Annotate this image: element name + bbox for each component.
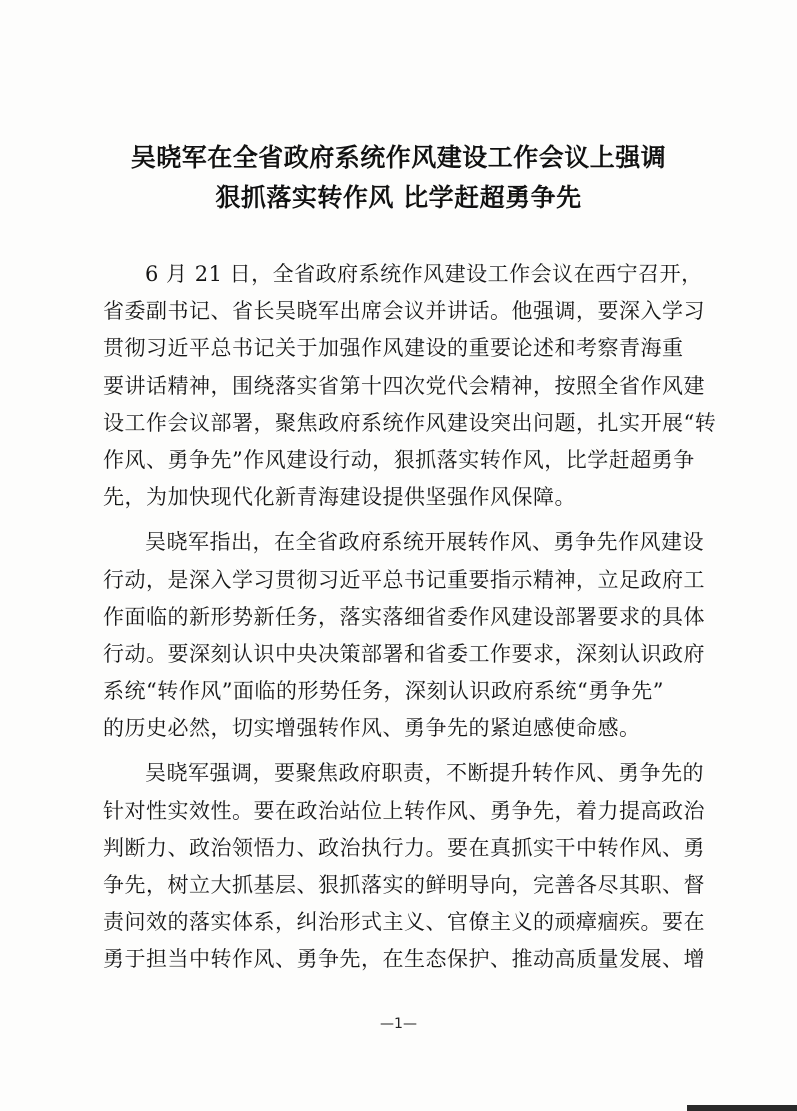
scan-edge-mark <box>687 1105 797 1111</box>
paragraph-2-line-1: 吴晓军指出，在全省政府系统开展转作风、勇争先作风建设 <box>145 530 704 555</box>
paragraph-2-line-2: 行动，是深入学习贯彻习近平总书记重要指示精神，立足政府工 <box>103 567 705 592</box>
page-number: —1— <box>380 1016 417 1032</box>
document-title-line-1: 吴晓军在全省政府系统作风建设工作会议上强调 <box>130 143 667 172</box>
paragraph-3-line-5: 责问效的落实体系，纠治形式主义、官僚主义的顽瘴痼疾。要在 <box>103 910 705 935</box>
paragraph-2-line-3: 作面临的新形势新任务，落实落细省委作风建设部署要求的具体 <box>103 604 705 629</box>
paragraph-1-line-5: 设工作会议部署，聚焦政府系统作风建设突出问题，扎实开展“转 <box>103 410 717 435</box>
paragraph-2-line-5: 系统“转作风”面临的形势任务，深刻认识政府系统“勇争先” <box>103 679 664 704</box>
paragraph-1-line-2: 省委副书记、省长吴晓军出席会议并讲话。他强调，要深入学习 <box>103 299 705 324</box>
paragraph-2-line-6: 的历史必然，切实增强转作风、勇争先的紧迫感使命感。 <box>103 716 641 741</box>
paragraph-2-line-4: 行动。要深刻认识中央决策部署和省委工作要求，深刻认识政府 <box>103 641 705 666</box>
document-title-line-2: 狠抓落实转作风 比学赶超勇争先 <box>215 183 582 212</box>
paragraph-1-line-7: 先，为加快现代化新青海建设提供坚强作风保障。 <box>103 485 576 510</box>
paragraph-3-line-2: 针对性实效性。要在政治站位上转作风、勇争先，着力提高政治 <box>103 798 705 823</box>
paragraph-1-line-6: 作风、勇争先”作风建设行动，狠抓落实转作风，比学赶超勇争 <box>103 447 695 472</box>
paragraph-1-line-1: 6 月 21 日，全省政府系统作风建设工作会议在西宁召开， <box>145 262 703 286</box>
paragraph-3-line-1: 吴晓军强调，要聚焦政府职责，不断提升转作风、勇争先的 <box>145 761 704 786</box>
paragraph-3-line-6: 勇于担当中转作风、勇争先，在生态保护、推动高质量发展、增 <box>103 947 705 972</box>
paragraph-1-line-3: 贯彻习近平总书记关于加强作风建设的重要论述和考察青海重 <box>103 336 684 361</box>
paragraph-3-line-4: 争先，树立大抓基层、狠抓落实的鲜明导向，完善各尽其职、督 <box>103 873 705 897</box>
paragraph-1-line-4: 要讲话精神，围绕落实省第十四次党代会精神，按照全省作风建 <box>103 373 705 398</box>
document-body <box>103 256 717 979</box>
paragraph-3-line-3: 判断力、政治领悟力、政治执行力。要在真抓实干中转作风、勇 <box>103 835 705 860</box>
